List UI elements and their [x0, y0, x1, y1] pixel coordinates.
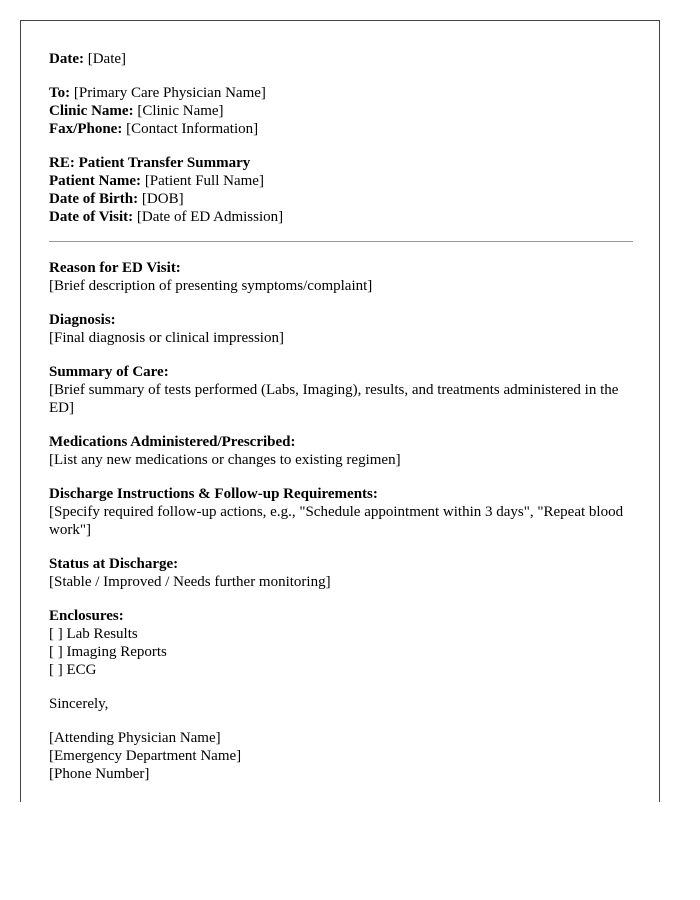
re-subject-text: RE: Patient Transfer Summary: [49, 155, 251, 171]
meds-text: [List any new medications or changes to existing regimen]: [49, 452, 401, 468]
reason-section: [49, 259, 633, 295]
enclosures-section: [49, 607, 633, 679]
letter-page: [20, 20, 660, 802]
clinic-value: [Clinic Name]: [137, 103, 224, 119]
physician-name: [Attending Physician Name]: [49, 730, 221, 746]
salutation: Sincerely,: [49, 696, 109, 712]
clinic-line: [49, 102, 633, 120]
visit-value: [Date of ED Admission]: [136, 209, 284, 225]
diagnosis-section: [49, 311, 633, 347]
enclosure-item-ecg: [ ] ECG: [49, 662, 97, 678]
diagnosis-title: Diagnosis:: [49, 312, 116, 328]
care-text: [Brief summary of tests performed (Labs, Imaging), results, and treatments administered in the ED]: [49, 382, 619, 416]
reason-text: [Brief description of presenting symptoms/complaint]: [49, 278, 373, 294]
date-line: [49, 50, 633, 68]
phone-number: [Phone Number]: [49, 766, 150, 782]
date-block: [49, 50, 633, 68]
department-name: [Emergency Department Name]: [49, 748, 242, 764]
discharge-text: [Specify required follow-up actions, e.g., "Schedule appointment within 3 days", "Repeat blood work"]: [49, 504, 624, 538]
discharge-title: Discharge Instructions & Follow-up Requirements:: [49, 486, 378, 502]
visit-label: Date of Visit:: [49, 209, 134, 225]
patient-value: [Patient Full Name]: [144, 173, 264, 189]
to-value: [Primary Care Physician Name]: [73, 85, 266, 101]
letter-content: [49, 50, 633, 799]
status-section: [49, 555, 633, 591]
to-line: [49, 84, 633, 102]
date-label: Date:: [49, 51, 84, 67]
dob-label: Date of Birth:: [49, 191, 139, 207]
status-text: [Stable / Improved / Needs further monitoring]: [49, 574, 331, 590]
diagnosis-text: [Final diagnosis or clinical impression]: [49, 330, 284, 346]
meds-title: Medications Administered/Prescribed:: [49, 434, 296, 450]
discharge-section: [49, 485, 633, 539]
fax-value: [Contact Information]: [126, 121, 259, 137]
fax-label: Fax/Phone:: [49, 121, 123, 137]
enclosure-item-lab-results: [ ] Lab Results: [49, 626, 138, 642]
dob-line: [49, 190, 633, 208]
recipient-block: [49, 84, 633, 138]
date-value: [Date]: [87, 51, 127, 67]
to-label: To:: [49, 85, 71, 101]
signature-block: [49, 729, 633, 783]
patient-line: [49, 172, 633, 190]
section-divider: [49, 241, 633, 242]
enclosure-item-imaging-reports: [ ] Imaging Reports: [49, 644, 167, 660]
clinic-label: Clinic Name:: [49, 103, 134, 119]
enclosures-title: Enclosures:: [49, 608, 124, 624]
re-subject: [49, 154, 633, 172]
re-block: [49, 154, 633, 226]
patient-label: Patient Name:: [49, 173, 142, 189]
meds-section: [49, 433, 633, 469]
fax-line: [49, 120, 633, 138]
visit-line: [49, 208, 633, 226]
salutation-block: [49, 695, 633, 713]
status-title: Status at Discharge:: [49, 556, 179, 572]
care-title: Summary of Care:: [49, 364, 169, 380]
care-section: [49, 363, 633, 417]
reason-title: Reason for ED Visit:: [49, 260, 181, 276]
dob-value: [DOB]: [141, 191, 184, 207]
